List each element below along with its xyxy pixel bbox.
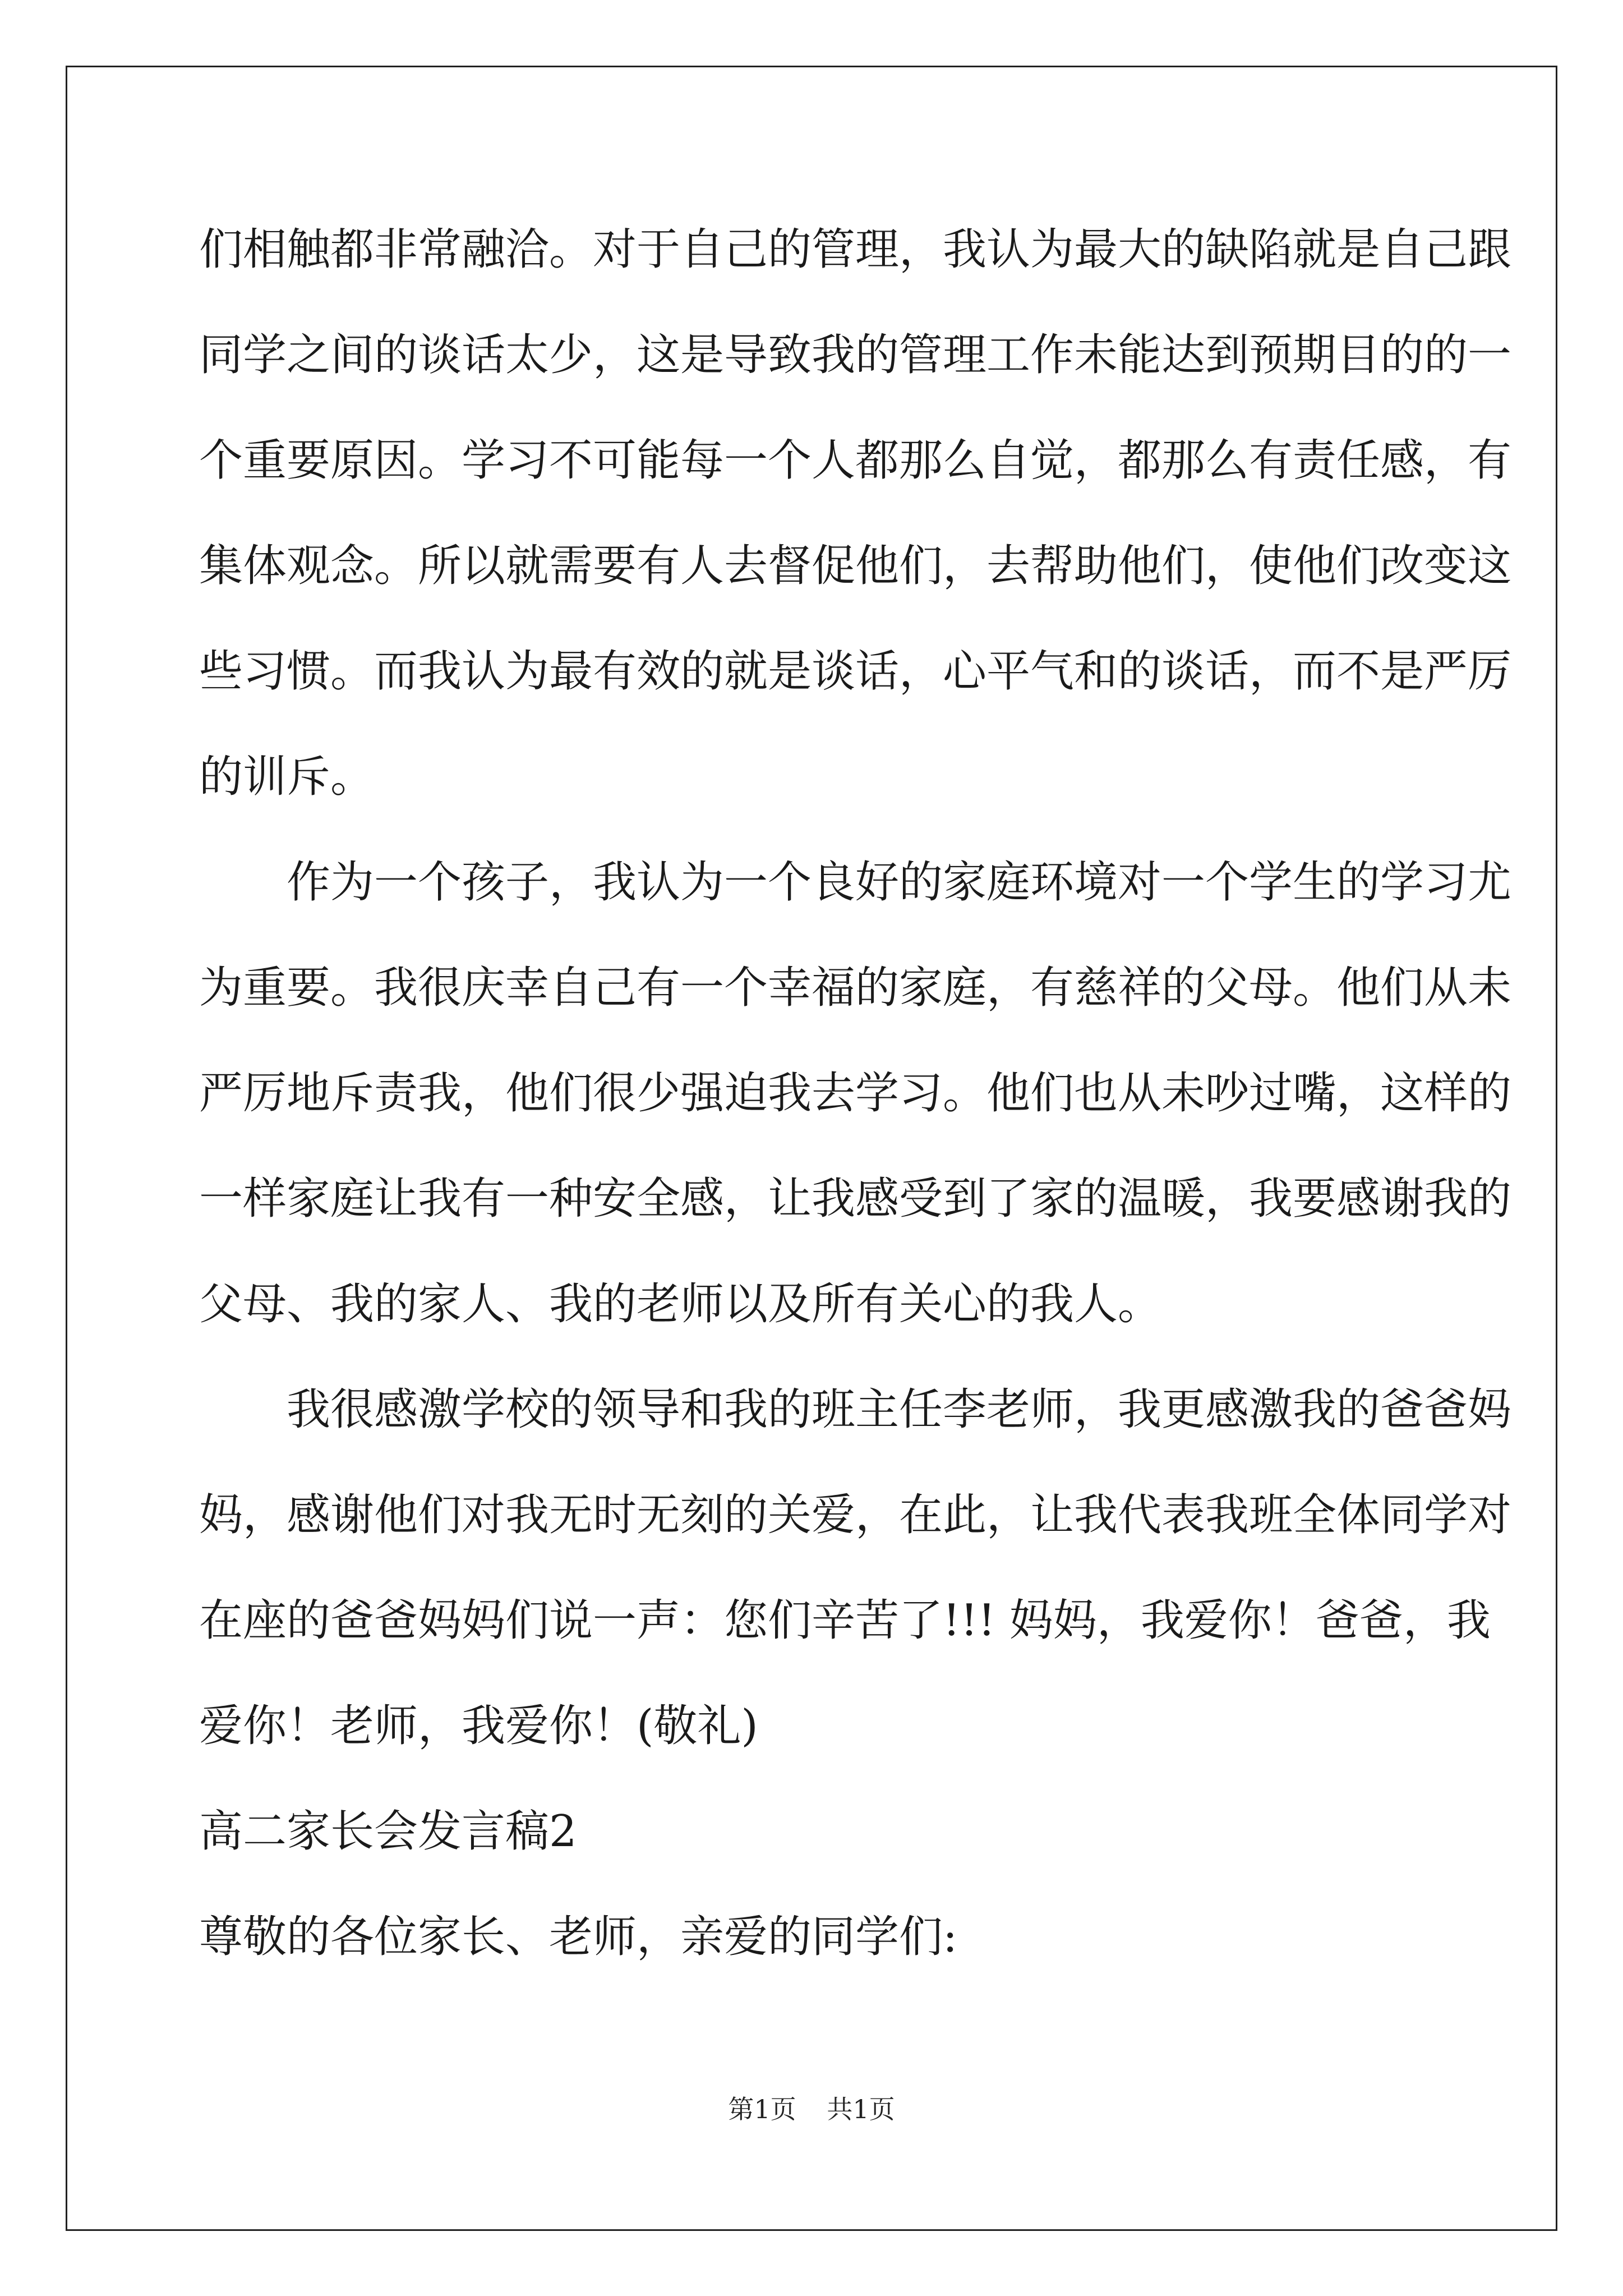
paragraph-1-line-2: 同学之间的谈话太少，这是导致我的管理工作未能达到预期目的的一 bbox=[199, 330, 1512, 380]
section-heading: 高二家长会发言稿2 bbox=[199, 1806, 577, 1857]
paragraph-1-line-5: 些习惯。而我认为最有效的就是谈话，心平气和的谈话，而不是严厉 bbox=[199, 646, 1512, 697]
paragraph-1-line-1: 们相触都非常融洽。对于自己的管理，我认为最大的缺陷就是自己跟 bbox=[199, 224, 1512, 275]
paragraph-1-line-3: 个重要原因。学习不可能每一个人都那么自觉，都那么有责任感，有 bbox=[199, 435, 1512, 486]
paragraph-2-line-2: 为重要。我很庆幸自己有一个幸福的家庭，有慈祥的父母。他们从未 bbox=[199, 963, 1512, 1013]
paragraph-3-line-4: 爱你！老师，我爱你！(敬礼) bbox=[199, 1701, 758, 1751]
page-footer bbox=[0, 2092, 1623, 2126]
paragraph-3-line-1: 我很感激学校的领导和我的班主任李老师，我更感激我的爸爸妈 bbox=[287, 1384, 1512, 1435]
paragraph-2-line-1: 作为一个孩子，我认为一个良好的家庭环境对一个学生的学习尤 bbox=[287, 857, 1512, 908]
paragraph-2-line-4: 一样家庭让我有一种安全感，让我感受到了家的温暖，我要感谢我的 bbox=[199, 1174, 1512, 1224]
paragraph-2-line-5: 父母、我的家人、我的老师以及所有关心的我人。 bbox=[199, 1279, 1162, 1329]
page-number-total: 共1页 bbox=[827, 2094, 895, 2124]
page-number-current: 第1页 bbox=[728, 2094, 796, 2124]
paragraph-1-line-6: 的训斥。 bbox=[199, 752, 375, 802]
paragraph-3-line-2: 妈，感谢他们对我无时无刻的关爱，在此，让我代表我班全体同学对 bbox=[199, 1490, 1512, 1540]
paragraph-1-line-4: 集体观念。所以就需要有人去督促他们，去帮助他们，使他们改变这 bbox=[199, 541, 1512, 591]
paragraph-3-line-3: 在座的爸爸妈妈们说一声：您们辛苦了!!! 妈妈，我爱你！爸爸，我 bbox=[199, 1595, 1491, 1646]
paragraph-2-line-3: 严厉地斥责我，他们很少强迫我去学习。他们也从未吵过嘴，这样的 bbox=[199, 1068, 1512, 1119]
salutation: 尊敬的各位家长、老师，亲爱的同学们: bbox=[199, 1912, 958, 1962]
